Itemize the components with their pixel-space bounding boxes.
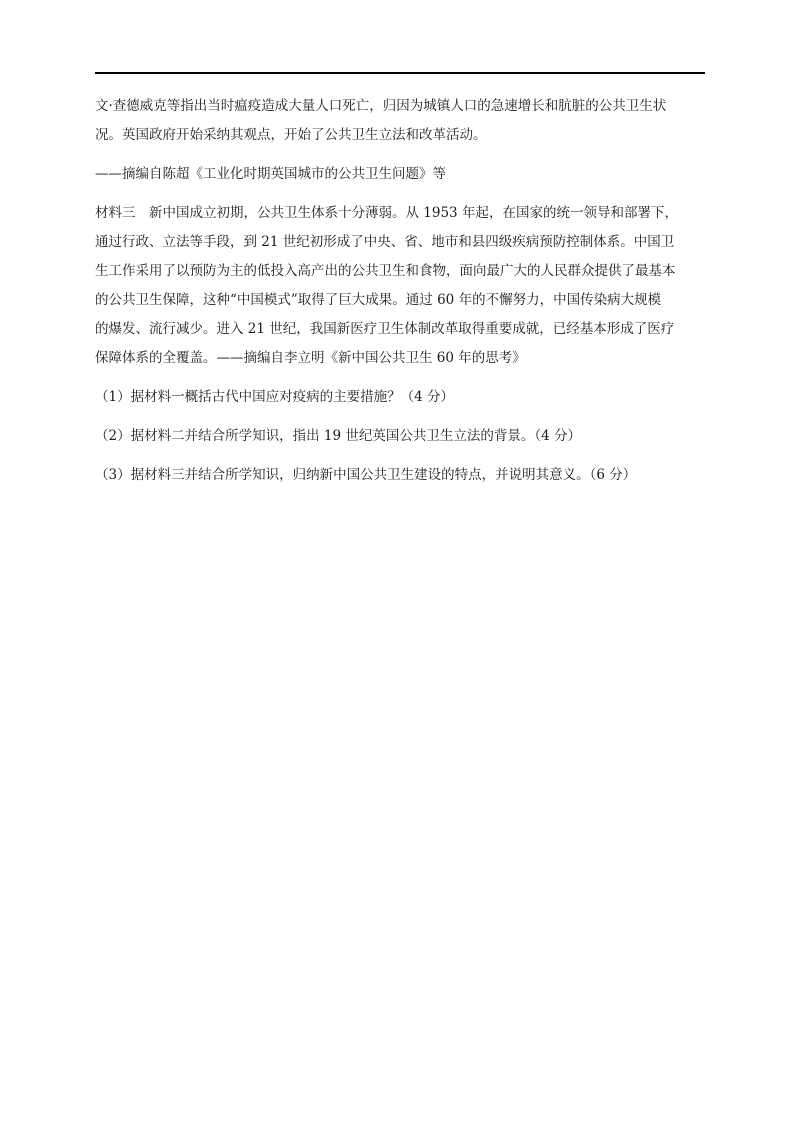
- question-3: [95, 461, 705, 490]
- question-2: [95, 422, 705, 451]
- text-line: 况。英国政府开始采纳其观点，开始了公共卫生立法和改革活动。: [95, 127, 487, 143]
- text-line: 文·查德威克等指出当时瘟疫造成大量人口死亡，归因为城镇人口的急速增长和肮脏的公共卫生状: [95, 98, 667, 114]
- material2-source-citation: [95, 160, 705, 189]
- question-1: [95, 383, 705, 412]
- question-text: （1）据材料一概括古代中国应对疫病的主要措施？（4 分）: [95, 389, 454, 405]
- text-line: ——摘编自陈超《工业化时期英国城市的公共卫生问题》等: [95, 166, 446, 182]
- header-rule: [95, 72, 705, 74]
- text-line: 材料三 新中国成立初期，公共卫生体系十分薄弱。从 1953 年起，在国家的统一领导和部署下，: [95, 205, 678, 221]
- question-text: （3）据材料三并结合所学知识，归纳新中国公共卫生建设的特点，并说明其意义。（6 分）: [95, 467, 637, 483]
- question-text: （2）据材料二并结合所学知识，指出 19 世纪英国公共卫生立法的背景。（4 分）: [95, 428, 581, 444]
- document-body: [95, 92, 705, 490]
- text-line: 的公共卫生保障，这种“中国模式”取得了巨大成果。通过 60 年的不懈努力，中国传染病大规模: [95, 292, 662, 308]
- text-line: 保障体系的全覆盖。——摘编自李立明《新中国公共卫生 60 年的思考》: [95, 350, 526, 366]
- material3-paragraph: [95, 199, 705, 373]
- text-line: 生工作采用了以预防为主的低投入高产出的公共卫生和食物，面向最广大的人民群众提供了最基本: [95, 263, 676, 279]
- text-line: 通过行政、立法等手段，到 21 世纪初形成了中央、省、地市和县四级疾病预防控制体系。中国卫: [95, 234, 675, 250]
- material2-tail-paragraph: [95, 92, 705, 150]
- text-line: 的爆发、流行减少。进入 21 世纪，我国新医疗卫生体制改革取得重要成就，已经基本形成了医疗: [95, 321, 675, 337]
